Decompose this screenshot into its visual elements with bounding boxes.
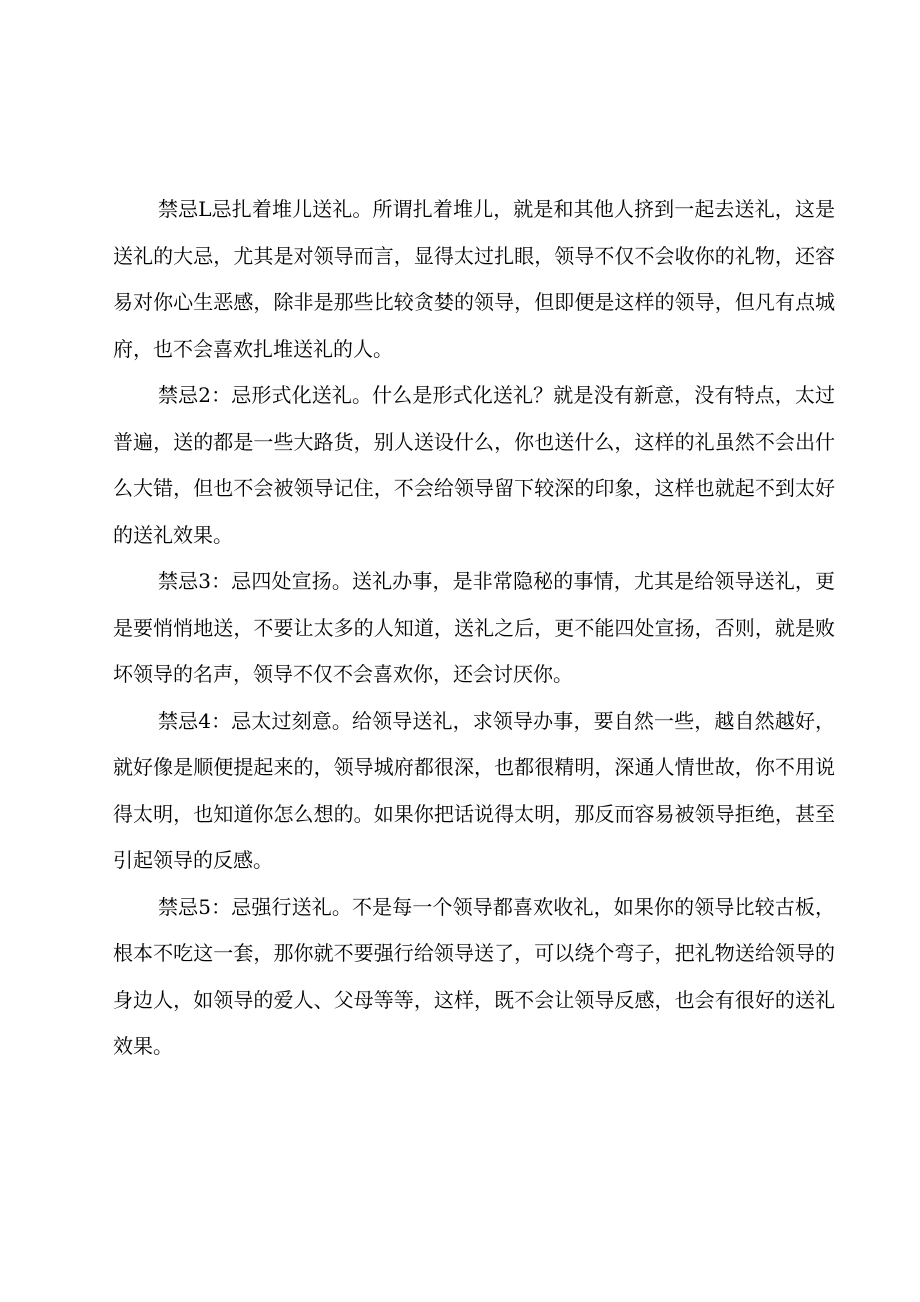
paragraph-taboo-1: 禁忌L忌扎着堆儿送礼。所谓扎着堆儿，就是和其他人挤到一起去送礼，这是送礼的大忌，尤其是对领导而言，显得太过扎眼，领导不仅不会收你的礼物，还容易对你心生恶感，除非是那些比较贪婪的领导，但即便是这样的领导，但凡有点城府，也不会喜欢扎堆送礼的人。 [113, 197, 835, 361]
paragraph-taboo-4: 禁忌4：忌太过刻意。给领导送礼，求领导办事，要自然一些，越自然越好，就好像是顺便提起来的，领导城府都很深，也都很精明，深通人情世故，你不用说得太明，也知道你怎么想的。如果你把话说得太明，那反而容易被领导拒绝，甚至引起领导的反感。 [113, 708, 835, 872]
paragraph-taboo-5: 禁忌5：忌强行送礼。不是每一个领导都喜欢收礼，如果你的领导比较古板，根本不吃这一套，那你就不要强行给领导送了，可以绕个弯子，把礼物送给领导的身边人，如领导的爱人、父母等等，这样，既不会让领导反感，也会有很好的送礼效果。 [113, 894, 835, 1058]
paragraph-taboo-3: 禁忌3：忌四处宣扬。送礼办事，是非常隐秘的事情，尤其是给领导送礼，更是要悄悄地送，不要让太多的人知道，送礼之后，更不能四处宣扬，否则，就是败坏领导的名声，领导不仅不会喜欢你，还会讨厌你。 [113, 569, 835, 686]
paragraph-taboo-2: 禁忌2：忌形式化送礼。什么是形式化送礼？就是没有新意，没有特点，太过普遍，送的都是一些大路货，别人送设什么，你也送什么，这样的礼虽然不会出什么大错，但也不会被领导记住，不会给领导留下较深的印象，这样也就起不到太好的送礼效果。 [113, 383, 835, 547]
document-body [113, 186, 835, 1070]
